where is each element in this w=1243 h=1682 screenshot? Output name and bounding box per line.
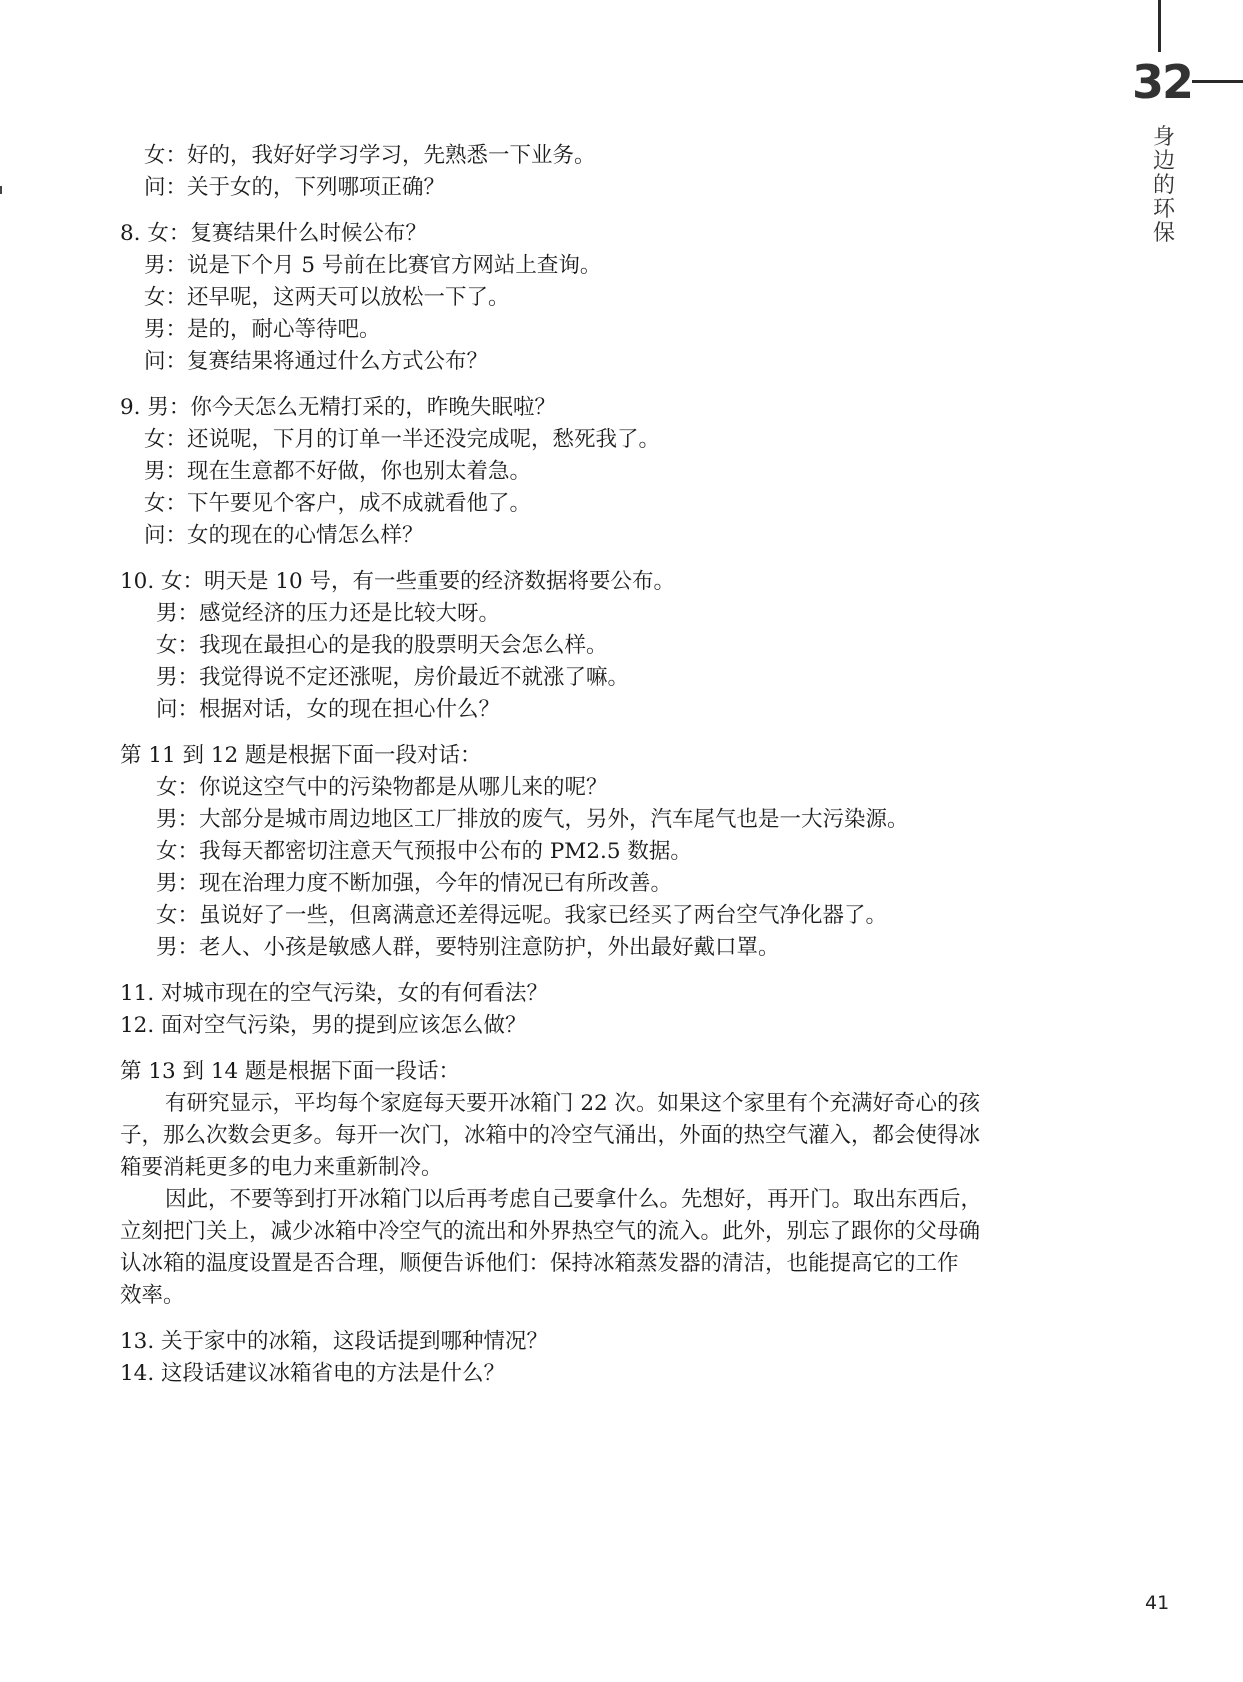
- text-line: 问：复赛结果将通过什么方式公布？: [144, 349, 489, 374]
- text-line: 女：你说这空气中的污染物都是从哪儿来的呢？: [156, 775, 608, 800]
- section-gap: [120, 1312, 1100, 1326]
- chapter-title-char: 环: [1152, 197, 1175, 222]
- chapter-title-char: 保: [1152, 221, 1175, 246]
- chapter-divider-horizontal: [1192, 80, 1243, 83]
- section-gap: [120, 1042, 1100, 1056]
- text-line: 女：还说呢，下月的订单一半还没完成呢，愁死我了。: [144, 427, 661, 452]
- text-line: 子，那么次数会更多。每开一次门，冰箱中的冷空气涌出，外面的热空气灌入，都会使得冰: [120, 1123, 981, 1148]
- section-gap: [120, 964, 1100, 978]
- text-line: 女：好的，我好好学习学习，先熟悉一下业务。: [144, 143, 596, 168]
- chapter-title: [1150, 126, 1178, 246]
- chapter-title-char: 的: [1152, 173, 1175, 198]
- transcript-body: [120, 140, 1100, 1390]
- text-line: 女：我现在最担心的是我的股票明天会怎么样。: [156, 633, 608, 658]
- text-line: 男：大部分是城市周边地区工厂排放的废气，另外，汽车尾气也是一大污染源。: [156, 807, 909, 832]
- text-line: 男：说是下个月 5 号前在比赛官方网站上查询。: [144, 253, 602, 278]
- text-line: 问：关于女的，下列哪项正确？: [144, 175, 446, 200]
- text-line: 女：虽说好了一些，但离满意还差得远呢。我家已经买了两台空气净化器了。: [156, 903, 888, 928]
- text-line: 10. 女：明天是 10 号，有一些重要的经济数据将要公布。: [120, 569, 676, 594]
- text-line: 13. 关于家中的冰箱，这段话提到哪种情况？: [120, 1329, 549, 1354]
- paragraph-first-line: 因此，不要等到打开冰箱门以后再考虑自己要拿什么。先想好，再开门。取出东西后，: [165, 1187, 983, 1212]
- text-line: 8. 女：复赛结果什么时候公布？: [120, 221, 427, 246]
- page-number: 41: [1145, 1592, 1170, 1614]
- text-line: 问：女的现在的心情怎么样？: [144, 523, 424, 548]
- text-line: 男：感觉经济的压力还是比较大呀。: [156, 601, 501, 626]
- text-line: 男：老人、小孩是敏感人群，要特别注意防护，外出最好戴口罩。: [156, 935, 780, 960]
- text-line: 女：还早呢，这两天可以放松一下了。: [144, 285, 510, 310]
- chapter-number: 32: [1132, 55, 1193, 109]
- margin-mark: [0, 186, 2, 194]
- text-line: 男：现在生意都不好做，你也别太着急。: [144, 459, 532, 484]
- text-line: 箱要消耗更多的电力来重新制冷。: [120, 1155, 443, 1180]
- text-line: 男：是的，耐心等待吧。: [144, 317, 381, 342]
- text-line: 问：根据对话，女的现在担心什么？: [156, 697, 501, 722]
- text-line: 女：下午要见个客户，成不成就看他了。: [144, 491, 532, 516]
- section-gap: [120, 204, 1100, 218]
- section-gap: [120, 552, 1100, 566]
- text-line: 男：现在治理力度不断加强，今年的情况已有所改善。: [156, 871, 673, 896]
- text-line: 12. 面对空气污染，男的提到应该怎么做？: [120, 1013, 527, 1038]
- section-gap: [120, 378, 1100, 392]
- text-line: 第 13 到 14 题是根据下面一段话：: [120, 1059, 461, 1084]
- text-line: 9. 男：你今天怎么无精打采的，昨晚失眠啦？: [120, 395, 556, 420]
- text-line: 14. 这段话建议冰箱省电的方法是什么？: [120, 1361, 506, 1386]
- text-line: 立刻把门关上，减少冰箱中冷空气的流出和外界热空气的流入。此外，别忘了跟你的父母确: [120, 1219, 981, 1244]
- text-line: 效率。: [120, 1283, 185, 1308]
- paragraph-first-line: 有研究显示，平均每个家庭每天要开冰箱门 22 次。如果这个家里有个充满好奇心的孩: [165, 1091, 981, 1116]
- text-line: 11. 对城市现在的空气污染，女的有何看法？: [120, 981, 549, 1006]
- chapter-title-char: 边: [1152, 149, 1175, 174]
- text-line: 女：我每天都密切注意天气预报中公布的 PM2.5 数据。: [156, 839, 692, 864]
- chapter-divider-vertical: [1158, 0, 1161, 52]
- text-line: 男：我觉得说不定还涨呢，房价最近不就涨了嘛。: [156, 665, 630, 690]
- section-gap: [120, 726, 1100, 740]
- text-line: 认冰箱的温度设置是否合理，顺便告诉他们：保持冰箱蒸发器的清洁，也能提高它的工作: [120, 1251, 959, 1276]
- text-line: 第 11 到 12 题是根据下面一段对话：: [120, 743, 482, 768]
- chapter-title-char: 身: [1152, 125, 1175, 150]
